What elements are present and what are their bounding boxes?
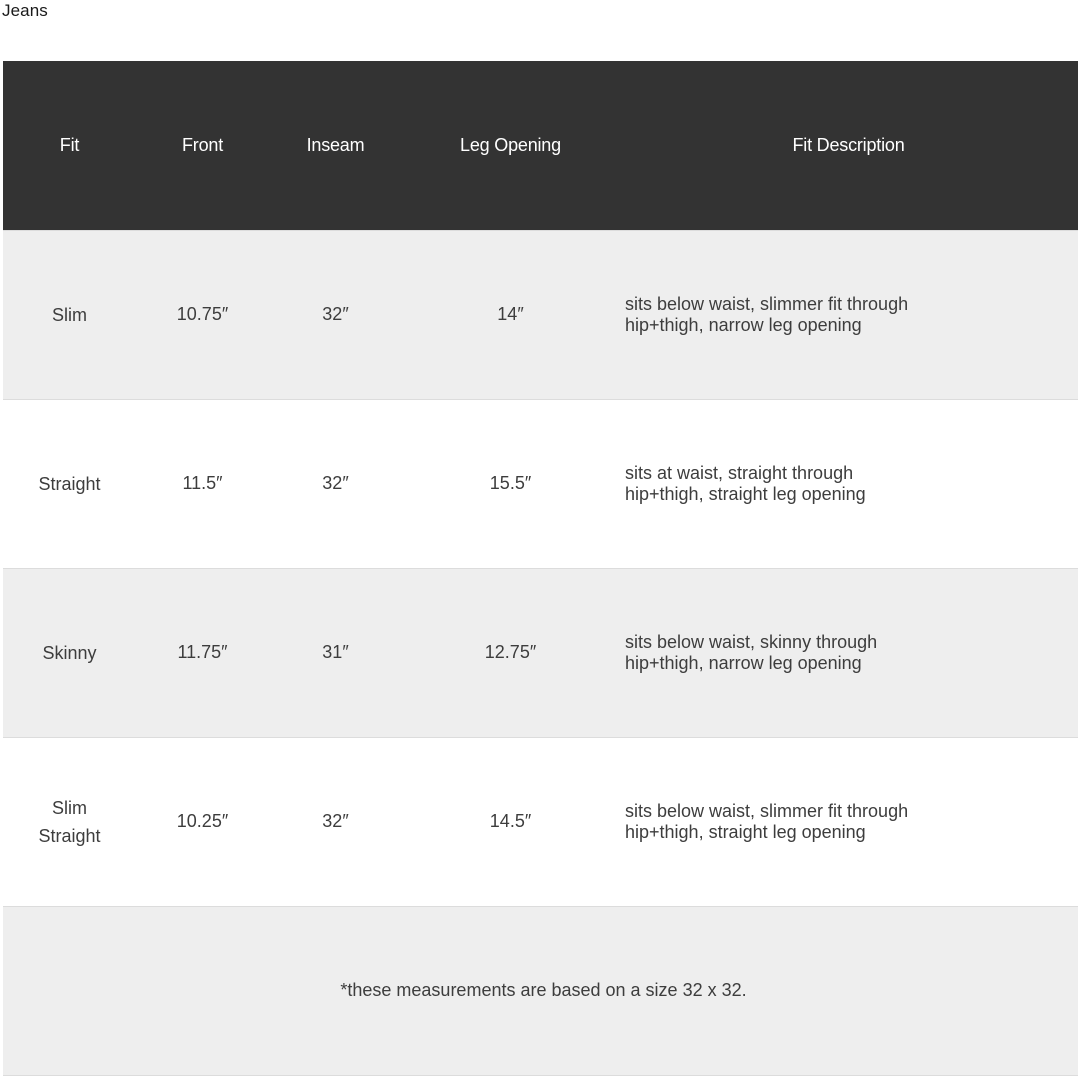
fit-description-line: sits below waist, skinny through [625, 631, 878, 652]
table-row [3, 568, 1078, 737]
leg-opening-cell: 14.5″ [489, 811, 532, 831]
front-cell: 11.5″ [182, 473, 223, 493]
fit-description-cell [619, 399, 1078, 568]
front-cell: 10.25″ [176, 811, 229, 831]
front-cell: 10.75″ [176, 304, 229, 324]
fit-description-line: hip+thigh, straight leg opening [625, 483, 866, 504]
fit-cell [3, 230, 136, 399]
table-row [3, 230, 1078, 399]
table-row [3, 737, 1078, 906]
column-header-fit-description: Fit Description [792, 134, 905, 155]
fit-cell [3, 399, 136, 568]
inseam-cell: 32″ [322, 473, 349, 493]
fit-description-line: hip+thigh, straight leg opening [625, 821, 866, 842]
column-header-front: Front [181, 134, 223, 155]
footnote-row [3, 906, 1078, 1075]
front-cell: 11.75″ [177, 642, 228, 662]
page-title: Jeans [2, 1, 48, 20]
leg-opening-cell: 14″ [497, 304, 524, 324]
fit-description-cell [619, 568, 1078, 737]
fit-description-line: sits below waist, slimmer fit through [625, 293, 909, 314]
leg-opening-cell: 12.75″ [484, 642, 537, 662]
column-header-leg-opening: Leg Opening [460, 134, 561, 155]
fit-description-line: sits below waist, slimmer fit through [625, 800, 909, 821]
column-header-fit: Fit [59, 134, 80, 155]
inseam-cell: 32″ [322, 304, 349, 324]
fit-name: Straight [38, 473, 101, 494]
fit-description-line: sits at waist, straight through [625, 462, 854, 483]
fit-description-line: hip+thigh, narrow leg opening [625, 652, 862, 673]
inseam-cell: 32″ [322, 811, 349, 831]
table-header-row [3, 61, 1078, 230]
fit-name: Slim [52, 304, 87, 325]
fit-cell [3, 737, 136, 906]
fit-cell [3, 568, 136, 737]
measurement-footnote: *these measurements are based on a size 32 x 32. [340, 980, 747, 1000]
fit-description-cell [619, 230, 1078, 399]
column-header-inseam: Inseam [306, 134, 365, 155]
fit-name: Skinny [42, 642, 97, 663]
fit-name: Straight [38, 825, 101, 846]
table-row [3, 399, 1078, 568]
leg-opening-cell: 15.5″ [489, 473, 532, 493]
fit-description-cell [619, 737, 1078, 906]
inseam-cell: 31″ [322, 642, 349, 662]
fit-description-line: hip+thigh, narrow leg opening [625, 314, 862, 335]
fit-name: Slim [52, 797, 87, 818]
size-chart-table [3, 61, 1078, 1076]
